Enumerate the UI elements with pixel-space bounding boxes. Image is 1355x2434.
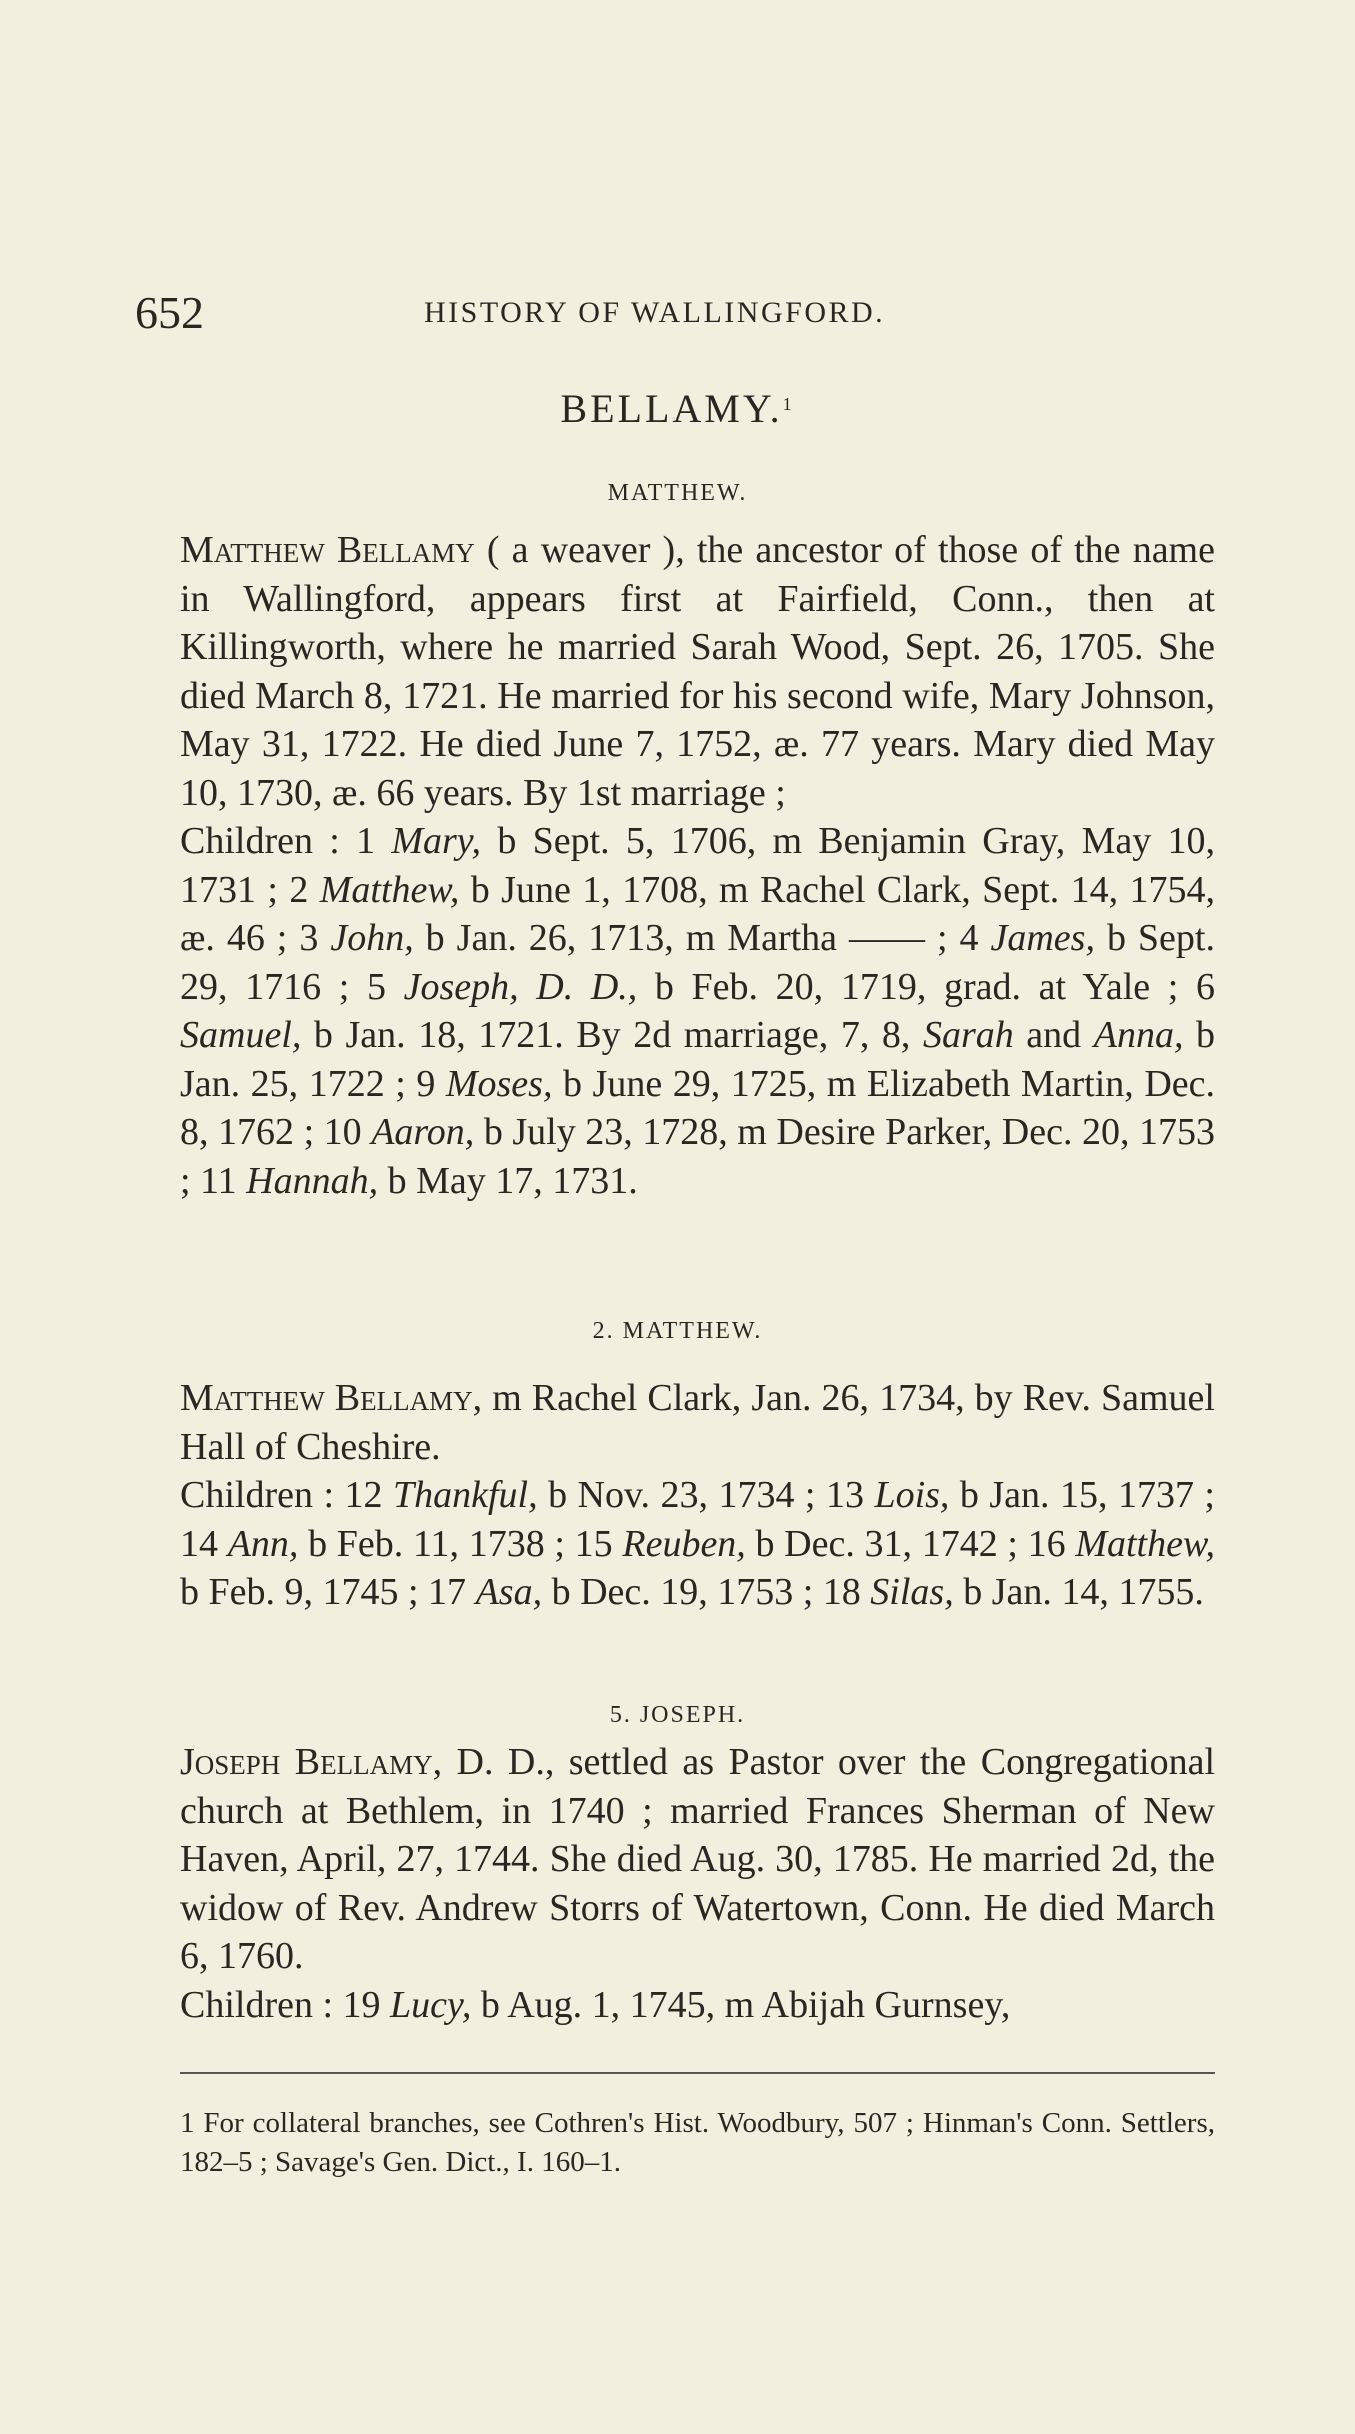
child-name: Lois, [874, 1474, 950, 1516]
text-run: b Feb. 11, 1738 ; 15 [298, 1522, 623, 1565]
child-name: Matthew, [319, 868, 460, 911]
footnote-rule [180, 2072, 1215, 2074]
footnote [180, 2104, 1215, 2182]
child-name: Thankful, [392, 1474, 538, 1516]
child-name: John, [330, 917, 414, 959]
child-name: Moses, [445, 1062, 553, 1105]
text-run: b Nov. 23, 1734 ; 13 [537, 1474, 875, 1516]
text-run: Children : 12 [180, 1474, 393, 1516]
section-title [0, 385, 1355, 432]
paragraph-matthew [180, 526, 1215, 1205]
child-name: Asa, [475, 1571, 543, 1613]
children-list [180, 1471, 1215, 1617]
text-run: b Dec. 31, 1742 ; 16 [745, 1522, 1076, 1565]
child-name: Matthew, [1075, 1522, 1216, 1565]
child-name: Samuel, [180, 1014, 302, 1056]
subheading-matthew: MATTHEW. [607, 480, 748, 506]
child-name: James, [990, 917, 1095, 959]
text-run: Children : 1 [180, 820, 392, 862]
text-run: and [1013, 1014, 1094, 1056]
text-run: b Sept. 5, 1706, m Benjamin Gray, May 10, 1731 ; 2 [180, 820, 1215, 911]
text-run: b Jan. 25, 1722 ; 9 [180, 1014, 1216, 1105]
child-name: Joseph, D. D., [403, 965, 638, 1008]
child-name: Ann, [227, 1522, 299, 1565]
text-run: b Jan. 26, 1713, m Martha —— ; 4 [413, 917, 991, 959]
child-name: Hannah, [246, 1159, 379, 1202]
paragraph-text: m Rachel Clark, Jan. 26, 1734, by Rev. Samuel Hall of Cheshire. [180, 1377, 1215, 1468]
text-run: b July 23, 1728, m Desire Parker, Dec. 20, 1753 ; 11 [180, 1111, 1215, 1202]
child-name: Anna, [1093, 1014, 1184, 1056]
paragraph-matthew-2 [180, 1374, 1215, 1617]
children-list [180, 817, 1215, 1205]
page-number: 652 [135, 287, 204, 338]
text-run: b Feb. 9, 1745 ; 17 [180, 1571, 476, 1613]
text-run: b Jan. 14, 1755. [953, 1571, 1204, 1613]
text-run: b Jan. 18, 1721. By 2d marriage, 7, 8, [301, 1014, 923, 1056]
person-name: Matthew Bellamy [180, 529, 475, 571]
child-name: Sarah [922, 1014, 1014, 1056]
person-name: Matthew Bellamy, [180, 1377, 483, 1419]
text-run: b May 17, 1731. [378, 1159, 638, 1202]
text-run: b Dec. 19, 1753 ; 18 [542, 1571, 871, 1613]
person-name: Joseph Bellamy, [180, 1741, 443, 1783]
text-run: b Feb. 20, 1719, grad. at Yale ; 6 [637, 965, 1216, 1008]
subheading-matthew-2: 2. MATTHEW. [592, 1318, 763, 1344]
child-name: Lucy, [390, 1983, 472, 2026]
child-name: Reuben, [622, 1522, 746, 1565]
children-list [180, 1981, 1215, 2030]
child-name: Aaron, [371, 1111, 475, 1153]
text-run: b Aug. 1, 1745, m Abijah Gurnsey, [471, 1983, 1011, 2026]
paragraph-text: ( a weaver ), the ancestor of those of the name in Wallingford, appears first at Fairfield, Conn., then at Killingworth, where he married Sarah Wood, Sept. 26, 1705. She died March 8, 1721. He married for his second wife, Mary Johnson, May 31, 1722. He died June 7, 1752, æ. 77 years. Mary died May 10, 1730, æ. 66 years. By 1st marriage ; [180, 529, 1215, 814]
section-title-text: BELLAMY. [560, 386, 783, 431]
text-run: b Sept. 29, 1716 ; 5 [180, 917, 1215, 1008]
footnote-text: 1 For collateral branches, see Cothren's Hist. Woodbury, 507 ; Hinman's Conn. Settlers, 182–5 ; Savage's Gen. Dict., I. 160–1. [180, 2107, 1215, 2178]
paragraph-joseph [180, 1738, 1215, 2029]
text-run: b June 1, 1708, m Rachel Clark, Sept. 14, 1754, æ. 46 ; 3 [180, 868, 1215, 959]
footnote-marker: 1 [782, 394, 795, 414]
running-title: HISTORY OF WALLINGFORD. [424, 296, 886, 329]
child-name: Silas, [870, 1571, 954, 1613]
text-run: b June 29, 1725, m Elizabeth Martin, Dec. 8, 1762 ; 10 [180, 1062, 1215, 1153]
child-name: Mary, [391, 820, 482, 862]
paragraph-text: D. D., settled as Pastor over the Congregational church at Bethlem, in 1740 ; married Frances Sherman of New Haven, April, 27, 1744. She died Aug. 30, 1785. He married 2d, the widow of Rev. Andrew Storrs of Watertown, Conn. He died March 6, 1760. [180, 1741, 1215, 1977]
text-run: Children : 19 [180, 1983, 391, 2026]
subheading-joseph: 5. JOSEPH. [609, 1702, 746, 1728]
text-run: b Jan. 15, 1737 ; 14 [180, 1474, 1215, 1565]
